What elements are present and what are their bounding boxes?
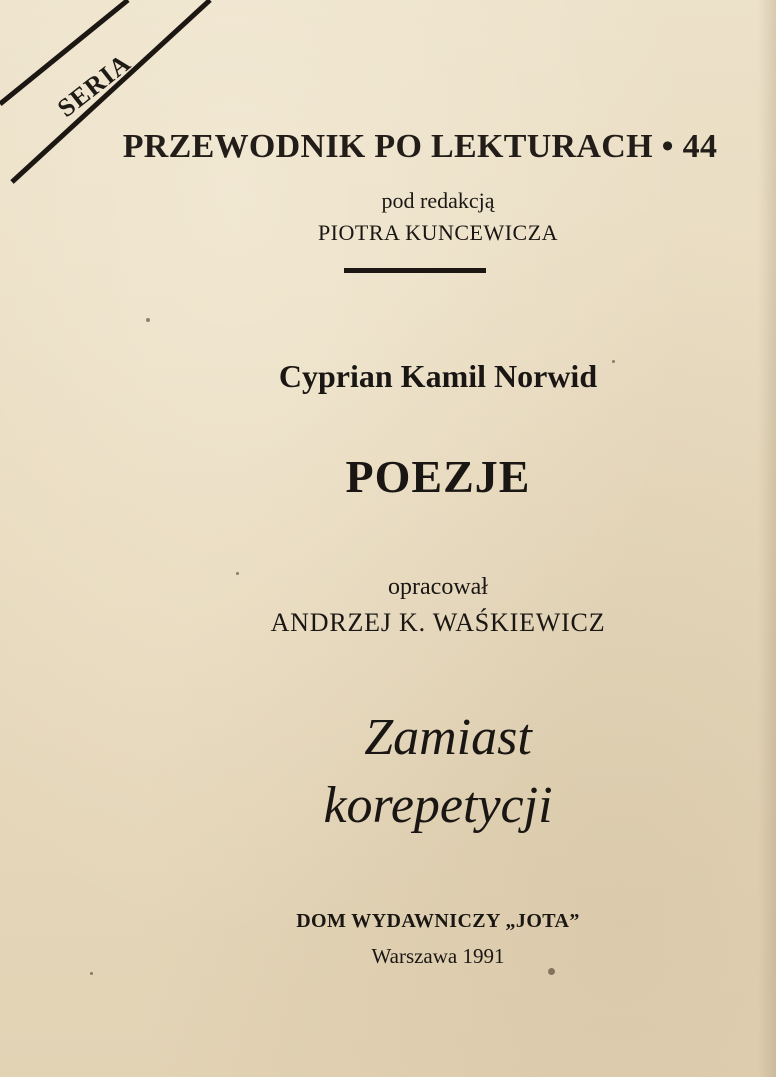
series-badge: SERIA [52,47,137,123]
series-title: PRZEWODNIK PO LEKTURACH • 44 [122,128,718,165]
series-corner-ribbon [0,0,230,200]
paper-speck [548,968,555,975]
book-title: POEZJE [345,451,531,502]
author-name: Cyprian Kamil Norwid [278,358,598,394]
divider-rule [344,268,486,273]
paper-speck [90,972,93,975]
editor-name: PIOTRA KUNCEWICZA [317,220,559,245]
paper-speck [236,572,239,575]
publisher-name: DOM WYDAWNICZY „JOTA” [296,910,580,932]
under-editorship-label: pod redakcją [381,188,495,213]
compiler-name: ANDRZEJ K. WAŚKIEWICZ [270,608,606,637]
slogan-line-1: Zamiast [364,709,532,766]
paper-speck [146,318,150,322]
paper-speck [612,360,615,363]
compiled-by-label: opracował [388,574,488,600]
slogan-line-2: korepetycji [323,777,553,834]
place-and-year: Warszawa 1991 [371,944,505,968]
